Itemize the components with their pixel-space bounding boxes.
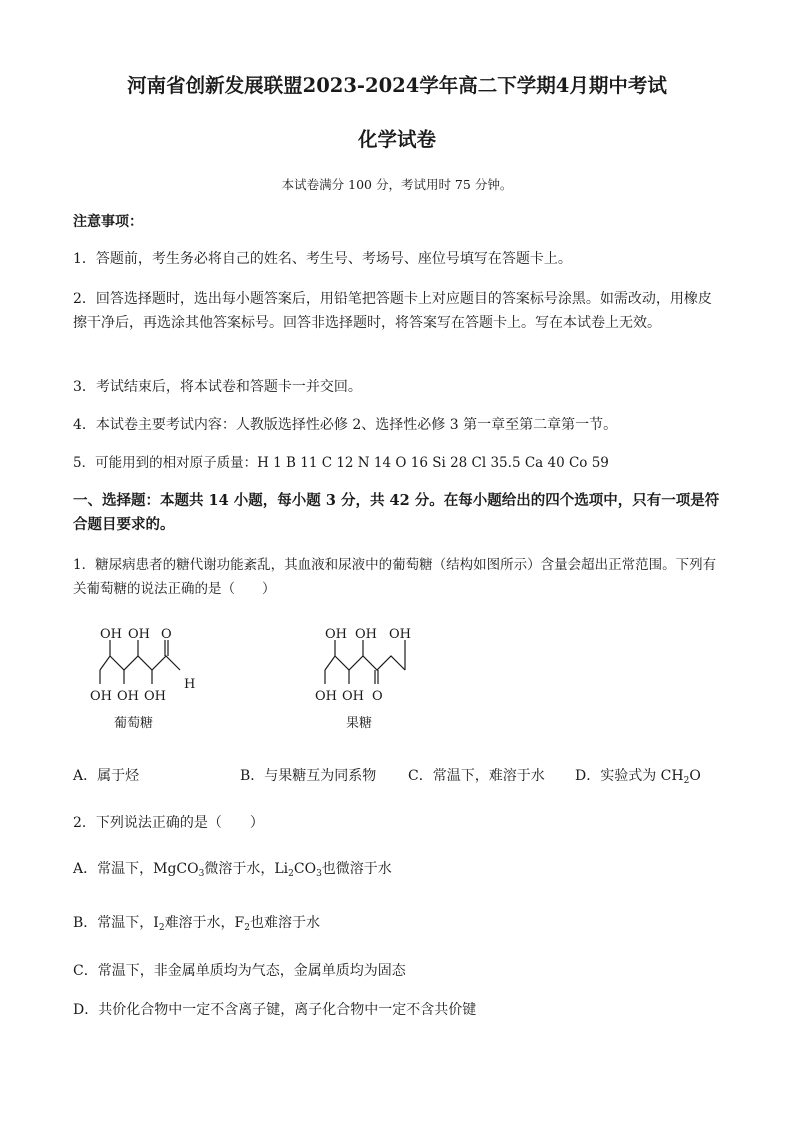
q2-option-a[interactable] xyxy=(73,858,392,879)
q2-b-text: B．常温下，I xyxy=(73,915,159,931)
fructose-bottom-label: OH xyxy=(315,689,337,704)
glucose-end-label: H xyxy=(184,677,196,692)
q2-a-text: 微溶于水，Li xyxy=(204,861,289,877)
notice-item-2: 2．回答选择题时，选出每小题答案后，用铅笔把答题卡上对应题目的答案标号涂黑。如需改动，用橡皮擦干净后，再选涂其他答案标号。回答非选择题时，将答案写在答题卡上。写在本试卷上无效。 xyxy=(73,291,712,331)
exam-subject: 化学试卷 xyxy=(357,128,436,151)
glucose-top-label: OH xyxy=(128,627,150,642)
q2-a-sub: 3 xyxy=(198,869,205,879)
fructose-bottom-label: OH xyxy=(342,689,364,704)
q2-option-d[interactable]: D．共价化合物中一定不含离子键，离子化合物中一定不含共价键 xyxy=(73,1002,477,1018)
q2-b-sub: 2 xyxy=(244,923,251,933)
fructose-bottom-label: O xyxy=(372,689,383,704)
question-2-stem: 2．下列说法正确的是（ ） xyxy=(73,815,264,831)
notice-heading: 注意事项： xyxy=(73,214,143,230)
q1-option-d-text: D．实验式为 CH xyxy=(575,768,684,784)
exam-title: 河南省创新发展联盟2023-2024学年高二下学期4月期中考试 xyxy=(127,74,667,97)
glucose-bottom-label: OH xyxy=(90,689,112,704)
exam-info: 本试卷满分 100 分，考试用时 75 分钟。 xyxy=(281,177,513,192)
glucose-top-label: O xyxy=(161,627,172,642)
glucose-top-label: OH xyxy=(100,627,122,642)
glucose-bottom-label: OH xyxy=(144,689,166,704)
q2-option-c[interactable]: C．常温下，非金属单质均为气态，金属单质均为固态 xyxy=(73,963,406,979)
q2-a-sub: 3 xyxy=(316,869,322,879)
q2-a-text: CO xyxy=(293,861,317,877)
q2-a-text: 也微溶于水 xyxy=(321,861,392,877)
q2-b-text: 也难溶于水 xyxy=(250,915,321,931)
q2-b-text: 难溶于水，F xyxy=(164,915,245,931)
notice-item-1: 1．答题前，考生务必将自己的姓名、考生号、考场号、座位号填写在答题卡上。 xyxy=(73,251,572,267)
notice-item-4: 4．本试卷主要考试内容：人教版选择性必修 2、选择性必修 3 第一章至第二章第一节。 xyxy=(73,417,618,433)
q1-option-d-sub: 2 xyxy=(683,776,690,786)
q2-a-sub: 2 xyxy=(288,869,294,879)
glucose-bottom-label: OH xyxy=(117,689,139,704)
fructose-top-label: OH xyxy=(355,627,377,642)
notice-item-5: 5．可能用到的相对原子质量：H 1 B 11 C 12 N 14 O 16 Si 28 Cl 35.5 Ca 40 Co 59 xyxy=(73,455,609,471)
glucose-name: 葡萄糖 xyxy=(114,716,154,731)
q2-a-text: A．常温下，MgCO xyxy=(73,861,199,877)
section-heading: 一、选择题：本题共 14 小题，每小题 3 分，共 42 分。在每小题给出的四个选项中，只有一项是符合题目要求的。 xyxy=(73,492,720,533)
fructose-top-label: OH xyxy=(325,627,347,642)
fructose-structure xyxy=(305,622,425,710)
question-1-stem: 1．糖尿病患者的糖代谢功能紊乱，其血液和尿液中的葡萄糖（结构如图所示）含量会超出正常范围。下列有关葡萄糖的说法正确的是（ ） xyxy=(73,557,717,597)
fructose-name: 果糖 xyxy=(346,716,373,731)
q1-option-c[interactable]: C．常温下，难溶于水 xyxy=(408,768,545,784)
q1-option-a[interactable]: A．属于烃 xyxy=(73,768,140,784)
q1-option-b[interactable]: B．与果糖互为同系物 xyxy=(240,768,377,784)
notice-item-3: 3．考试结束后，将本试卷和答题卡一并交回。 xyxy=(73,379,362,395)
q2-option-b[interactable] xyxy=(73,912,320,933)
glucose-structure xyxy=(80,622,210,710)
fructose-top-label: OH xyxy=(389,627,411,642)
q2-b-sub: 2 xyxy=(158,923,165,933)
q1-option-d-suffix: O xyxy=(689,768,701,784)
q1-option-d[interactable] xyxy=(575,765,701,786)
